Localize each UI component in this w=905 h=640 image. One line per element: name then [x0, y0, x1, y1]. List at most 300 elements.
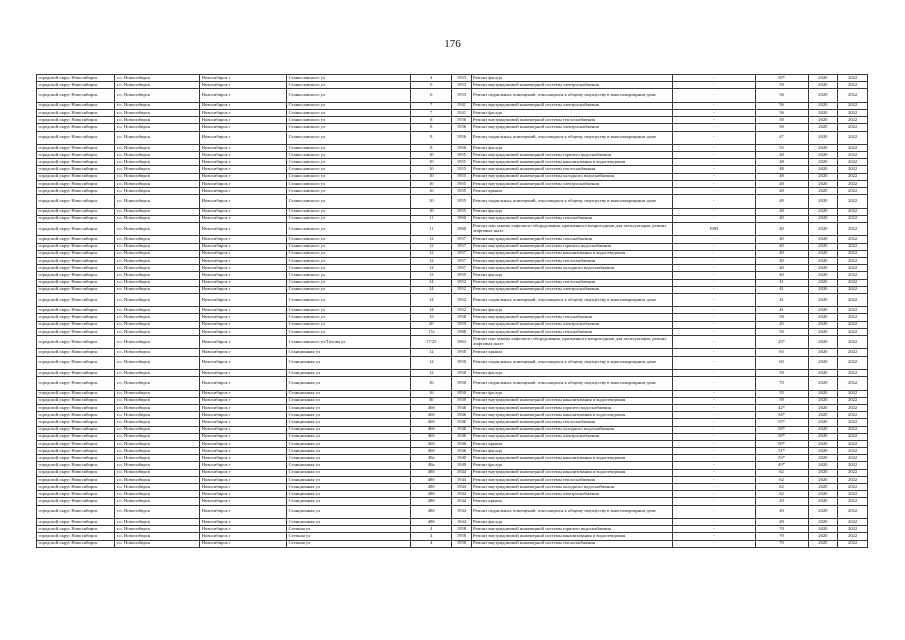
city-cell: Новосибирск г: [200, 419, 287, 426]
city-cell: Новосибирск г: [200, 328, 287, 335]
start-year-cell: 2020: [808, 412, 838, 419]
end-year-cell: 2022: [838, 180, 868, 187]
city-cell: Новосибирск г: [200, 533, 287, 540]
work-type-cell: Ремонт фасада: [471, 272, 672, 279]
district-cell: г.о. Новосибирск: [115, 336, 200, 349]
municipality-cell: городской округ Новосибирск: [37, 390, 115, 397]
city-cell: Новосибирск г: [200, 159, 287, 166]
street-cell: Станиславского ул: [287, 159, 411, 166]
street-cell: Станционная ул: [287, 462, 411, 469]
work-type-cell: Ремонт внутридомовой инженерной системы электроснабжения: [471, 491, 672, 498]
start-year-cell: 2020: [808, 314, 838, 321]
year-built-cell: 1958: [452, 533, 471, 540]
street-cell: Станиславского ул: [287, 286, 411, 293]
work-type-cell: Ремонт внутридомовой инженерной системы канализования и водоотведения: [471, 397, 672, 404]
house-cell: 10: [411, 195, 452, 208]
municipality-cell: городской округ Новосибирск: [37, 166, 115, 173]
start-year-cell: 2020: [808, 222, 838, 235]
lift-year-cell: -: [672, 208, 755, 215]
district-cell: г.о. Новосибирск: [115, 180, 200, 187]
district-cell: г.о. Новосибирск: [115, 314, 200, 321]
end-year-cell: 2022: [838, 328, 868, 335]
city-cell: Новосибирск г: [200, 131, 287, 144]
street-cell: Станционная ул: [287, 440, 411, 447]
district-cell: г.о. Новосибирск: [115, 144, 200, 151]
end-year-cell: 2022: [838, 243, 868, 250]
year-built-cell: 1955: [452, 180, 471, 187]
table-row: [37, 109, 868, 116]
house-cell: 17а: [411, 328, 452, 335]
municipality-cell: городской округ Новосибирск: [37, 356, 115, 369]
city-cell: Новосибирск г: [200, 243, 287, 250]
lift-year-cell: -: [672, 426, 755, 433]
start-year-cell: 2020: [808, 265, 838, 272]
work-type-cell: Ремонт внутридомовой инженерной системы канализования и водоотведения: [471, 533, 672, 540]
end-year-cell: 2022: [838, 89, 868, 102]
city-cell: Новосибирск г: [200, 433, 287, 440]
table-row: [37, 307, 868, 314]
house-cell: 10: [411, 159, 452, 166]
work-type-cell: Ремонт внутридомовой инженерной системы теплоснабжения: [471, 279, 672, 286]
house-cell: 4: [411, 75, 452, 82]
city-cell: Новосибирск г: [200, 144, 287, 151]
start-year-cell: 2020: [808, 336, 838, 349]
start-year-cell: 2020: [808, 462, 838, 469]
wear-cell: 56: [755, 109, 808, 116]
work-type-cell: Ремонт внутридомовой инженерной системы канализования и водоотведения: [471, 469, 672, 476]
street-cell: Станиславского ул: [287, 180, 411, 187]
district-cell: г.о. Новосибирск: [115, 498, 200, 505]
start-year-cell: 2020: [808, 419, 838, 426]
work-type-cell: Ремонт фасада: [471, 144, 672, 151]
year-built-cell: 1944: [452, 491, 471, 498]
table-row: [37, 293, 868, 306]
table-row: [37, 540, 868, 547]
municipality-cell: городской округ Новосибирск: [37, 188, 115, 195]
wear-cell: 41: [755, 286, 808, 293]
year-built-cell: 1952: [452, 286, 471, 293]
street-cell: Станиславского ул: [287, 109, 411, 116]
wear-cell: 50: [755, 124, 808, 131]
end-year-cell: 2022: [838, 419, 868, 426]
work-type-cell: Ремонт внутридомовой инженерной системы канализования и водоотведения: [471, 159, 672, 166]
street-cell: Степная ул: [287, 533, 411, 540]
end-year-cell: 2022: [838, 257, 868, 264]
street-cell: Станционная ул: [287, 369, 411, 376]
lift-year-cell: -: [672, 272, 755, 279]
table-row: [37, 505, 868, 518]
municipality-cell: городской округ Новосибирск: [37, 243, 115, 250]
city-cell: Новосибирск г: [200, 117, 287, 124]
municipality-cell: городской округ Новосибирск: [37, 195, 115, 208]
end-year-cell: 2022: [838, 75, 868, 82]
table-row: [37, 222, 868, 235]
year-built-cell: 1953: [452, 82, 471, 89]
house-cell: 10: [411, 166, 452, 173]
year-built-cell: 1952: [452, 279, 471, 286]
end-year-cell: 2022: [838, 293, 868, 306]
city-cell: Новосибирск г: [200, 109, 287, 116]
end-year-cell: 2022: [838, 505, 868, 518]
house-cell: 12: [411, 236, 452, 243]
district-cell: г.о. Новосибирск: [115, 356, 200, 369]
district-cell: г.о. Новосибирск: [115, 518, 200, 525]
table-row: [37, 75, 868, 82]
start-year-cell: 2020: [808, 166, 838, 173]
lift-year-cell: -: [672, 250, 755, 257]
municipality-cell: городской округ Новосибирск: [37, 462, 115, 469]
end-year-cell: 2022: [838, 109, 868, 116]
lift-year-cell: -: [672, 215, 755, 222]
municipality-cell: городской округ Новосибирск: [37, 180, 115, 187]
end-year-cell: 2022: [838, 195, 868, 208]
wear-cell: 62: [755, 491, 808, 498]
end-year-cell: 2022: [838, 307, 868, 314]
lift-year-cell: -: [672, 109, 755, 116]
district-cell: г.о. Новосибирск: [115, 124, 200, 131]
start-year-cell: 2020: [808, 89, 838, 102]
start-year-cell: 2020: [808, 215, 838, 222]
city-cell: Новосибирск г: [200, 390, 287, 397]
street-cell: Станиславского ул: [287, 89, 411, 102]
district-cell: г.о. Новосибирск: [115, 448, 200, 455]
house-cell: 6: [411, 89, 452, 102]
year-built-cell: 1955: [452, 188, 471, 195]
house-cell: 16: [411, 377, 452, 390]
wear-cell: 53*: [755, 455, 808, 462]
house-cell: 48б: [411, 518, 452, 525]
district-cell: г.о. Новосибирск: [115, 279, 200, 286]
end-year-cell: 2022: [838, 448, 868, 455]
year-built-cell: 1956: [452, 117, 471, 124]
lift-year-cell: -: [672, 188, 755, 195]
district-cell: г.о. Новосибирск: [115, 491, 200, 498]
end-year-cell: 2022: [838, 462, 868, 469]
lift-year-cell: -: [672, 117, 755, 124]
house-cell: 8: [411, 131, 452, 144]
city-cell: Новосибирск г: [200, 236, 287, 243]
wear-cell: 50*: [755, 75, 808, 82]
street-cell: Станционная ул: [287, 498, 411, 505]
district-cell: г.о. Новосибирск: [115, 109, 200, 116]
wear-cell: 40: [755, 257, 808, 264]
house-cell: 10: [411, 173, 452, 180]
district-cell: г.о. Новосибирск: [115, 526, 200, 533]
street-cell: Станиславского ул: [287, 166, 411, 173]
year-built-cell: 1946: [452, 433, 471, 440]
start-year-cell: 2020: [808, 195, 838, 208]
municipality-cell: городской округ Новосибирск: [37, 533, 115, 540]
table-row: [37, 131, 868, 144]
wear-cell: 40: [755, 236, 808, 243]
work-type-cell: Ремонт крыши: [471, 188, 672, 195]
city-cell: Новосибирск г: [200, 188, 287, 195]
municipality-cell: городской округ Новосибирск: [37, 526, 115, 533]
table-row: [37, 455, 868, 462]
table-row: [37, 397, 868, 404]
work-type-cell: Ремонт внутридомовой инженерной системы газоснабжения: [471, 328, 672, 335]
city-cell: Новосибирск г: [200, 195, 287, 208]
table-row: [37, 440, 868, 447]
work-type-cell: Ремонт внутридомовой инженерной системы горячего водоснабжения: [471, 404, 672, 411]
year-built-cell: 1941: [452, 109, 471, 116]
municipality-cell: городской округ Новосибирск: [37, 321, 115, 328]
start-year-cell: 2020: [808, 397, 838, 404]
district-cell: г.о. Новосибирск: [115, 404, 200, 411]
start-year-cell: 2020: [808, 159, 838, 166]
wear-cell: 50: [755, 369, 808, 376]
district-cell: г.о. Новосибирск: [115, 152, 200, 159]
street-cell: Станционная ул: [287, 356, 411, 369]
house-cell: 4: [411, 533, 452, 540]
district-cell: г.о. Новосибирск: [115, 89, 200, 102]
wear-cell: 50: [755, 82, 808, 89]
district-cell: г.о. Новосибирск: [115, 222, 200, 235]
lift-year-cell: -: [672, 166, 755, 173]
wear-cell: 49: [755, 505, 808, 518]
table-row: [37, 404, 868, 411]
work-type-cell: Ремонт подвальных помещений, относящихся к общему имуществу в многоквартирном доме: [471, 293, 672, 306]
street-cell: Станиславского ул: [287, 117, 411, 124]
municipality-cell: городской округ Новосибирск: [37, 75, 115, 82]
table-row: [37, 117, 868, 124]
table-row: [37, 257, 868, 264]
work-type-cell: Ремонт внутридомовой инженерной системы горячего водоснабжения: [471, 243, 672, 250]
year-built-cell: 1944: [452, 518, 471, 525]
street-cell: Станиславского ул: [287, 215, 411, 222]
table-row: [37, 250, 868, 257]
end-year-cell: 2022: [838, 188, 868, 195]
end-year-cell: 2022: [838, 208, 868, 215]
year-built-cell: 1946: [452, 448, 471, 455]
municipality-cell: городской округ Новосибирск: [37, 215, 115, 222]
street-cell: Станционная ул: [287, 448, 411, 455]
end-year-cell: 2022: [838, 124, 868, 131]
lift-year-cell: -: [672, 328, 755, 335]
start-year-cell: 2020: [808, 505, 838, 518]
wear-cell: 25*: [755, 336, 808, 349]
start-year-cell: 2020: [808, 82, 838, 89]
lift-year-cell: -: [672, 390, 755, 397]
district-cell: г.о. Новосибирск: [115, 257, 200, 264]
table-row: [37, 286, 868, 293]
start-year-cell: 2020: [808, 356, 838, 369]
start-year-cell: 2020: [808, 377, 838, 390]
municipality-cell: городской округ Новосибирск: [37, 236, 115, 243]
lift-year-cell: -: [672, 102, 755, 109]
municipality-cell: городской округ Новосибирск: [37, 89, 115, 102]
lift-year-cell: -: [672, 243, 755, 250]
table-row: [37, 152, 868, 159]
lift-year-cell: -: [672, 265, 755, 272]
street-cell: Станиславского ул: [287, 272, 411, 279]
municipality-cell: городской округ Новосибирск: [37, 250, 115, 257]
work-type-cell: Ремонт фасада: [471, 448, 672, 455]
district-cell: г.о. Новосибирск: [115, 426, 200, 433]
year-built-cell: 1946: [452, 419, 471, 426]
work-type-cell: Ремонт фасада: [471, 369, 672, 376]
work-type-cell: Ремонт внутридомовой инженерной системы холодного водоснабжения: [471, 484, 672, 491]
municipality-cell: городской округ Новосибирск: [37, 131, 115, 144]
district-cell: г.о. Новосибирск: [115, 476, 200, 483]
house-cell: 48а: [411, 455, 452, 462]
house-cell: 12: [411, 257, 452, 264]
district-cell: г.о. Новосибирск: [115, 250, 200, 257]
street-cell: Станционная ул: [287, 476, 411, 483]
house-cell: 46б: [411, 440, 452, 447]
end-year-cell: 2022: [838, 336, 868, 349]
lift-year-cell: -: [672, 412, 755, 419]
work-type-cell: Ремонт внутридомовой инженерной системы горячего водоснабжения: [471, 526, 672, 533]
street-cell: Станционная ул: [287, 433, 411, 440]
city-cell: Новосибирск г: [200, 540, 287, 547]
house-cell: 7: [411, 102, 452, 109]
year-built-cell: 1959: [452, 321, 471, 328]
table-row: [37, 476, 868, 483]
municipality-cell: городской округ Новосибирск: [37, 369, 115, 376]
lift-year-cell: -: [672, 419, 755, 426]
street-cell: Станиславского ул: [287, 152, 411, 159]
table-row: [37, 195, 868, 208]
start-year-cell: 2020: [808, 152, 838, 159]
end-year-cell: 2022: [838, 222, 868, 235]
city-cell: Новосибирск г: [200, 102, 287, 109]
lift-year-cell: -: [672, 257, 755, 264]
house-cell: 48а: [411, 462, 452, 469]
city-cell: Новосибирск г: [200, 404, 287, 411]
start-year-cell: 2020: [808, 390, 838, 397]
municipality-cell: городской округ Новосибирск: [37, 82, 115, 89]
street-cell: Станиславского ул: [287, 144, 411, 151]
year-built-cell: 1958: [452, 540, 471, 547]
end-year-cell: 2022: [838, 272, 868, 279]
start-year-cell: 2020: [808, 257, 838, 264]
lift-year-cell: -: [672, 440, 755, 447]
district-cell: г.о. Новосибирск: [115, 455, 200, 462]
city-cell: Новосибирск г: [200, 75, 287, 82]
house-cell: 12: [411, 356, 452, 369]
work-type-cell: Ремонт фасада: [471, 75, 672, 82]
start-year-cell: 2020: [808, 469, 838, 476]
year-built-cell: 1958: [452, 314, 471, 321]
wear-cell: 50: [755, 117, 808, 124]
city-cell: Новосибирск г: [200, 426, 287, 433]
work-type-cell: Ремонт внутридомовой инженерной системы холодного водоснабжения: [471, 265, 672, 272]
year-built-cell: 1957: [452, 257, 471, 264]
lift-year-cell: -: [672, 286, 755, 293]
end-year-cell: 2022: [838, 440, 868, 447]
house-cell: 11: [411, 222, 452, 235]
street-cell: Станционная ул: [287, 455, 411, 462]
district-cell: г.о. Новосибирск: [115, 484, 200, 491]
wear-cell: 51*: [755, 448, 808, 455]
start-year-cell: 2020: [808, 369, 838, 376]
house-cell: 12: [411, 369, 452, 376]
start-year-cell: 2020: [808, 448, 838, 455]
table-body: [37, 75, 868, 548]
house-cell: 48б: [411, 498, 452, 505]
wear-cell: 70: [755, 377, 808, 390]
wear-cell: 40: [755, 222, 808, 235]
year-built-cell: 1941: [452, 102, 471, 109]
work-type-cell: Ремонт внутридомовой инженерной системы горячего водоснабжения: [471, 152, 672, 159]
work-type-cell: Ремонт внутридомовой инженерной системы теплоснабжения: [471, 257, 672, 264]
end-year-cell: 2022: [838, 236, 868, 243]
end-year-cell: 2022: [838, 533, 868, 540]
table-row: [37, 265, 868, 272]
house-cell: 10: [411, 180, 452, 187]
district-cell: г.о. Новосибирск: [115, 462, 200, 469]
district-cell: г.о. Новосибирск: [115, 412, 200, 419]
start-year-cell: 2020: [808, 188, 838, 195]
city-cell: Новосибирск г: [200, 173, 287, 180]
street-cell: Станиславского ул: [287, 131, 411, 144]
lift-year-cell: -: [672, 131, 755, 144]
city-cell: Новосибирск г: [200, 215, 287, 222]
municipality-cell: городской округ Новосибирск: [37, 265, 115, 272]
municipality-cell: городской округ Новосибирск: [37, 124, 115, 131]
start-year-cell: 2020: [808, 328, 838, 335]
lift-year-cell: -: [672, 533, 755, 540]
work-type-cell: Ремонт внутридомовой инженерной системы теплоснабжения: [471, 117, 672, 124]
start-year-cell: 2020: [808, 307, 838, 314]
street-cell: Станиславского ул: [287, 82, 411, 89]
city-cell: Новосибирск г: [200, 369, 287, 376]
city-cell: Новосибирск г: [200, 82, 287, 89]
city-cell: Новосибирск г: [200, 307, 287, 314]
municipality-cell: городской округ Новосибирск: [37, 419, 115, 426]
district-cell: г.о. Новосибирск: [115, 419, 200, 426]
street-cell: Степная ул: [287, 526, 411, 533]
municipality-cell: городской округ Новосибирск: [37, 307, 115, 314]
table-row: [37, 180, 868, 187]
district-cell: г.о. Новосибирск: [115, 469, 200, 476]
wear-cell: 58*: [755, 433, 808, 440]
street-cell: Станиславского ул: [287, 243, 411, 250]
wear-cell: 48: [755, 159, 808, 166]
city-cell: Новосибирск г: [200, 89, 287, 102]
city-cell: Новосибирск г: [200, 469, 287, 476]
wear-cell: 55*: [755, 419, 808, 426]
lift-year-cell: -: [672, 75, 755, 82]
work-type-cell: Ремонт внутридомовой инженерной системы газоснабжения: [471, 236, 672, 243]
house-cell: 12: [411, 265, 452, 272]
works-table: [36, 74, 868, 548]
start-year-cell: 2020: [808, 208, 838, 215]
municipality-cell: городской округ Новосибирск: [37, 144, 115, 151]
house-cell: 8: [411, 144, 452, 151]
end-year-cell: 2022: [838, 498, 868, 505]
lift-year-cell: -: [672, 404, 755, 411]
table-row: [37, 412, 868, 419]
wear-cell: 40: [755, 265, 808, 272]
municipality-cell: городской округ Новосибирск: [37, 208, 115, 215]
municipality-cell: городской округ Новосибирск: [37, 540, 115, 547]
table-row: [37, 533, 868, 540]
table-row: [37, 89, 868, 102]
lift-year-cell: -: [672, 124, 755, 131]
table-row: [37, 243, 868, 250]
year-built-cell: 1955: [452, 272, 471, 279]
municipality-cell: городской округ Новосибирск: [37, 159, 115, 166]
start-year-cell: 2020: [808, 484, 838, 491]
district-cell: г.о. Новосибирск: [115, 166, 200, 173]
district-cell: г.о. Новосибирск: [115, 533, 200, 540]
house-cell: 15: [411, 314, 452, 321]
end-year-cell: 2022: [838, 404, 868, 411]
house-cell: 16: [411, 390, 452, 397]
work-type-cell: Ремонт подвальных помещений, относящихся к общему имуществу в многоквартирном доме: [471, 377, 672, 390]
